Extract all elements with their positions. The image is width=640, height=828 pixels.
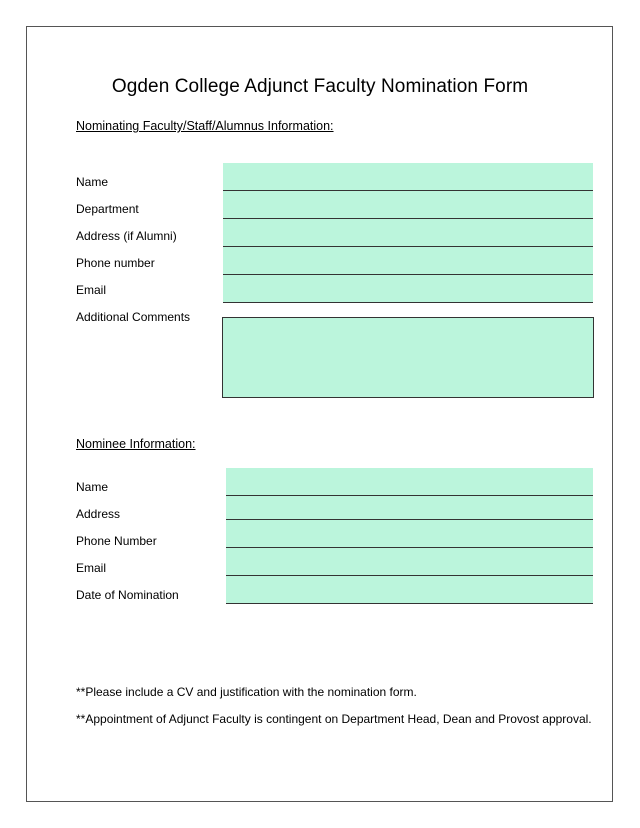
approval-note: **Appointment of Adjunct Faculty is contingent on Department Head, Dean and Provost approval. xyxy=(76,712,592,726)
nominee-name-label: Name xyxy=(76,480,109,494)
nominator-section-heading: Nominating Faculty/Staff/Alumnus Information: xyxy=(76,119,334,133)
nominator-phone-field[interactable] xyxy=(223,247,593,275)
nominator-name-field[interactable] xyxy=(223,163,593,191)
additional-comments-textarea[interactable] xyxy=(222,317,594,398)
nominator-name-label: Name xyxy=(76,175,109,189)
form-title: Ogden College Adjunct Faculty Nomination Form xyxy=(111,76,529,97)
nominee-name-field[interactable] xyxy=(226,468,593,496)
nominee-email-label: Email xyxy=(76,561,107,575)
nominator-email-label: Email xyxy=(76,283,107,297)
additional-comments-label: Additional Comments xyxy=(76,310,191,324)
nominator-address-label: Address (if Alumni) xyxy=(76,229,177,243)
nominee-date-label: Date of Nomination xyxy=(76,588,179,602)
nominee-email-field[interactable] xyxy=(226,548,593,576)
nominee-address-label: Address xyxy=(76,507,121,521)
cv-note: **Please include a CV and justification with the nomination form. xyxy=(76,685,417,699)
nominator-department-field[interactable] xyxy=(223,191,593,219)
nominee-phone-field[interactable] xyxy=(226,520,593,548)
nominee-section-heading: Nominee Information: xyxy=(76,437,196,451)
nominator-department-label: Department xyxy=(76,202,139,216)
nominator-email-field[interactable] xyxy=(223,275,593,303)
nominee-date-field[interactable] xyxy=(226,576,593,604)
nominee-phone-label: Phone Number xyxy=(76,534,157,548)
nominator-phone-label: Phone number xyxy=(76,256,155,270)
nominator-address-field[interactable] xyxy=(223,219,593,247)
nominee-address-field[interactable] xyxy=(226,496,593,520)
